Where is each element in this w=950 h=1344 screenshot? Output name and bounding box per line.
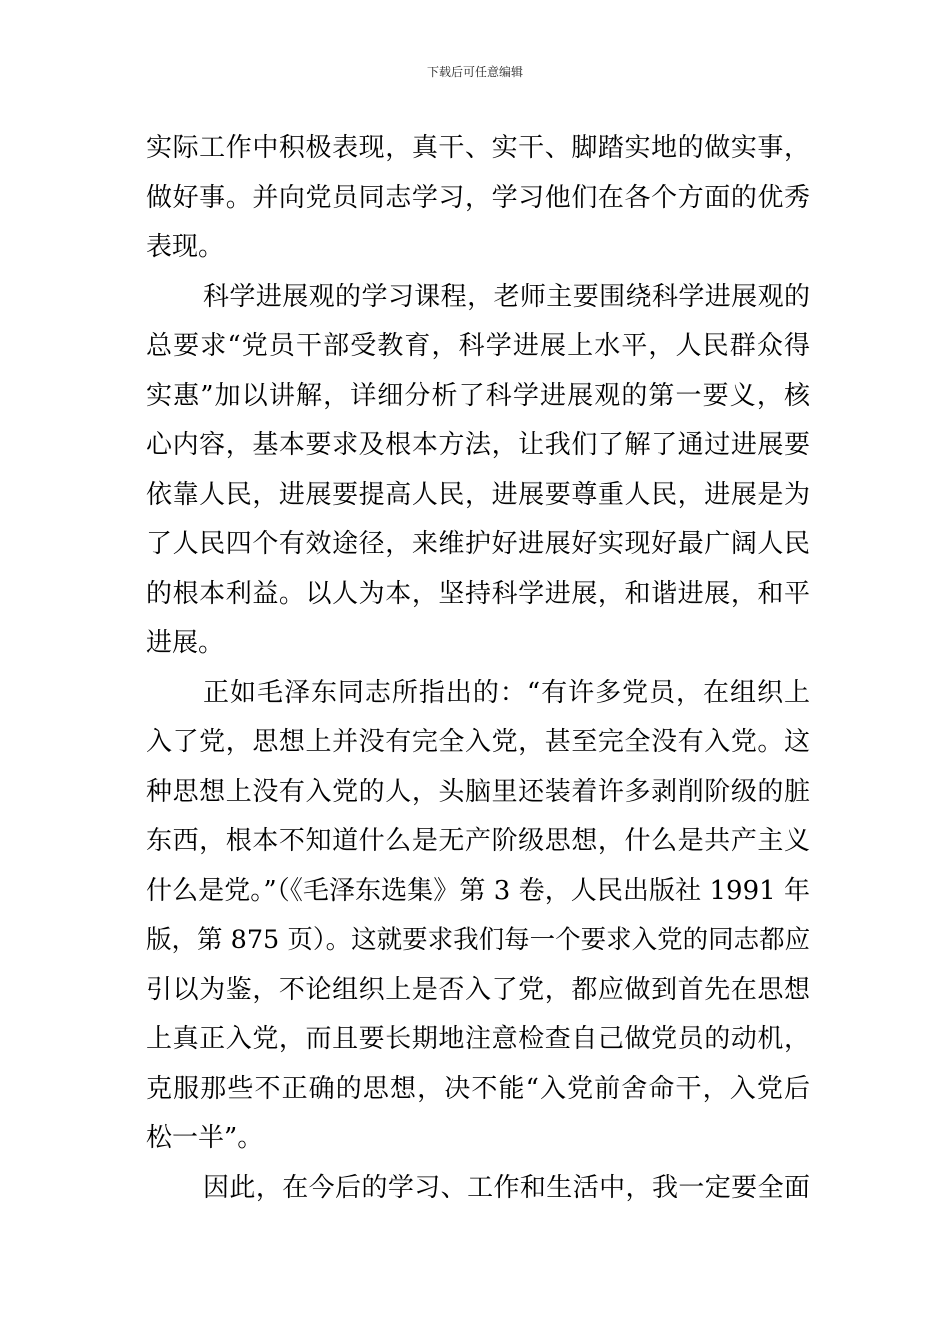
text-line: 进展。	[146, 628, 225, 658]
text-line: 做好事。并向党员同志学习，学习他们在各个方面的优秀	[146, 182, 810, 213]
text-line: 种思想上没有入党的人，头脑里还装着许多剥削阶级的脏	[146, 776, 810, 807]
text-line: 松一半”。	[146, 1123, 264, 1153]
text-line: 总要求“党员干部受教育，科学进展上水平，人民群众得	[146, 331, 810, 361]
text-line: 心内容，基本要求及根本方法，让我们了解了通过进展要	[146, 430, 810, 460]
text-line: 什么是党。”（《毛泽东选集》第 3 卷，人民出版社 1991 年	[146, 875, 810, 906]
text-line: 东西，根本不知道什么是无产阶级思想，什么是共产主义	[146, 826, 810, 856]
text-line: 实际工作中积极表现，真干、实干、脚踏实地的做实事，	[146, 133, 810, 163]
text-line: 了人民四个有效途径，来维护好进展好实现好最广阔人民	[146, 529, 810, 559]
paragraph-first-line: 科学进展观的学习课程，老师主要围绕科学进展观的	[203, 281, 810, 312]
text-line: 表现。	[146, 232, 225, 262]
text-line: 实惠”加以讲解，详细分析了科学进展观的第一要义，核	[146, 380, 810, 411]
text-line: 版，第 875 页）。这就要求我们每一个要求入党的同志都应	[146, 925, 811, 955]
text-line: 依靠人民，进展要提高人民，进展要尊重人民，进展是为	[146, 479, 810, 510]
text-line: 入了党，思想上并没有完全入党，甚至完全没有入党。这	[146, 727, 810, 757]
paragraph-first-line: 因此，在今后的学习、工作和生活中，我一定要全面	[203, 1172, 810, 1203]
text-line: 引以为鉴，不论组织上是否入了党，都应做到首先在思想	[146, 974, 810, 1005]
paragraph-first-line: 正如毛泽东同志所指出的：“有许多党员，在组织上	[203, 677, 810, 708]
text-line: 上真正入党，而且要长期地注意检查自己做党员的动机，	[146, 1024, 810, 1054]
document-body	[146, 124, 810, 1213]
page-header: 下载后可任意编辑	[426, 65, 523, 79]
text-line: 克服那些不正确的思想，决不能“入党前舍命干，入党后	[146, 1073, 810, 1104]
text-line: 的根本利益。以人为本，坚持科学进展，和谐进展，和平	[146, 578, 810, 609]
